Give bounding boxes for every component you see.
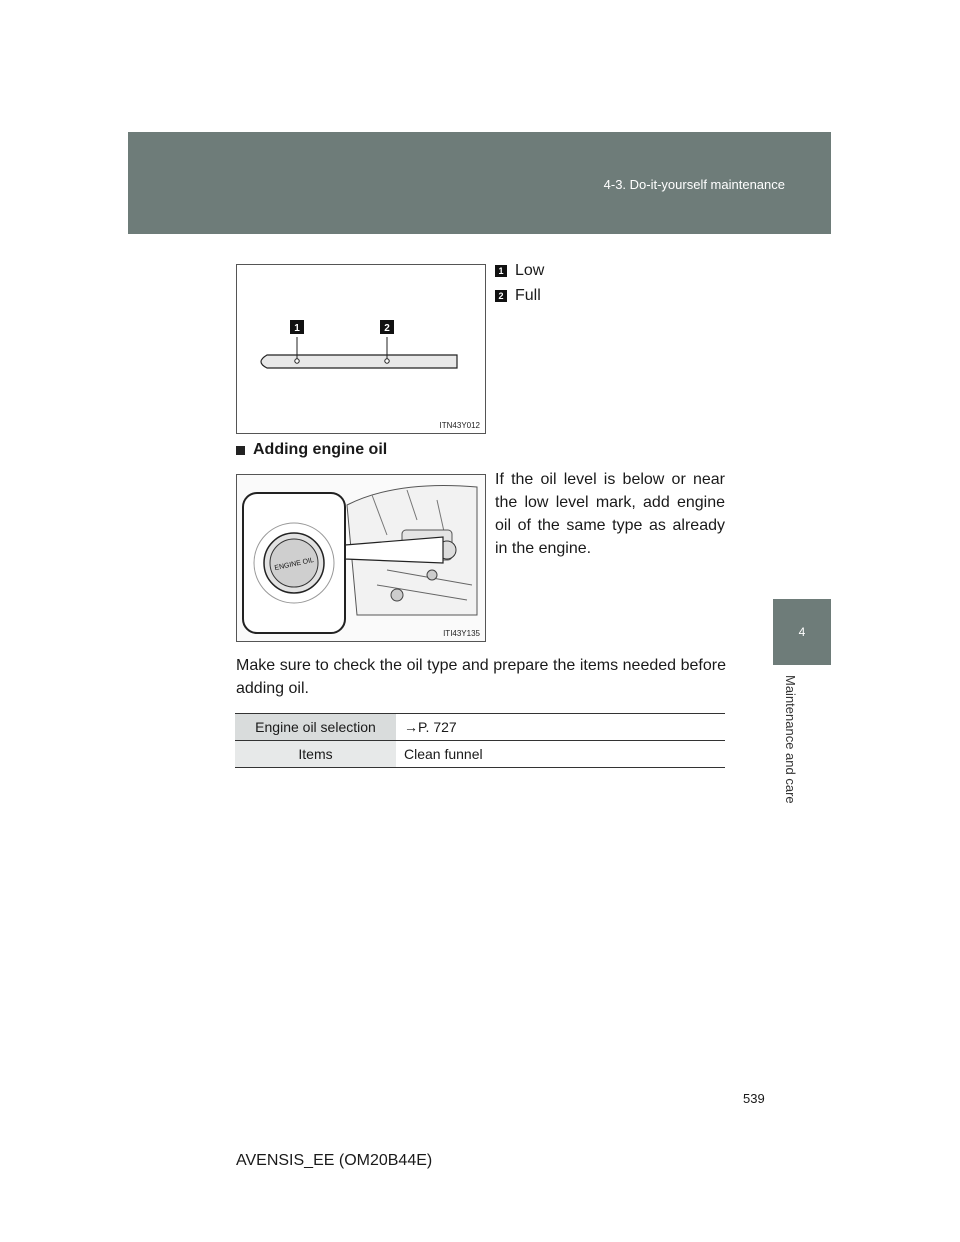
svg-text:1: 1 (294, 323, 300, 334)
callout-low (495, 262, 544, 280)
document-footer: AVENSIS_EE (OM20B44E) (236, 1152, 433, 1169)
callout-label: Low (515, 262, 545, 279)
table-row-label: Items (235, 741, 396, 768)
section-title: 4-3. Do-it-yourself maintenance (603, 177, 785, 192)
chapter-tab-title: Maintenance and care (783, 675, 798, 804)
dipstick-illustration (237, 265, 485, 433)
callout-label: Full (515, 287, 541, 304)
oil-info-table (235, 713, 725, 768)
svg-text:2: 2 (384, 323, 390, 334)
bullet-square-icon (236, 446, 245, 455)
table-row-label: Engine oil selection (235, 714, 396, 741)
page-number: 539 (743, 1091, 765, 1106)
table-row-value[interactable]: →P. 727 (396, 714, 725, 741)
paragraph-check-oil: Make sure to check the oil type and prepare the items needed before adding oil. (236, 657, 726, 697)
subheading: Adding engine oil (236, 441, 387, 459)
callout-badge: 2 (495, 290, 507, 302)
figure-code: ITI43Y135 (443, 629, 480, 638)
engine-bay-illustration (237, 475, 485, 641)
callout-badge: 1 (495, 265, 507, 277)
dipstick-figure (236, 264, 486, 434)
table-row-value: Clean funnel (396, 741, 725, 768)
chapter-tab-number[interactable]: 4 (773, 599, 831, 665)
paragraph-oil-level: If the oil level is below or near the low level mark, add engine oil of the same type as already in the engine. (495, 471, 725, 557)
table-row (235, 714, 725, 741)
figure-code: ITN43Y012 (439, 421, 480, 430)
header-band (128, 132, 831, 234)
oil-cap-label: ENGINE OIL (273, 556, 315, 573)
callout-full (495, 287, 541, 305)
engine-oil-cap-figure (236, 474, 486, 642)
table-row (235, 741, 725, 768)
